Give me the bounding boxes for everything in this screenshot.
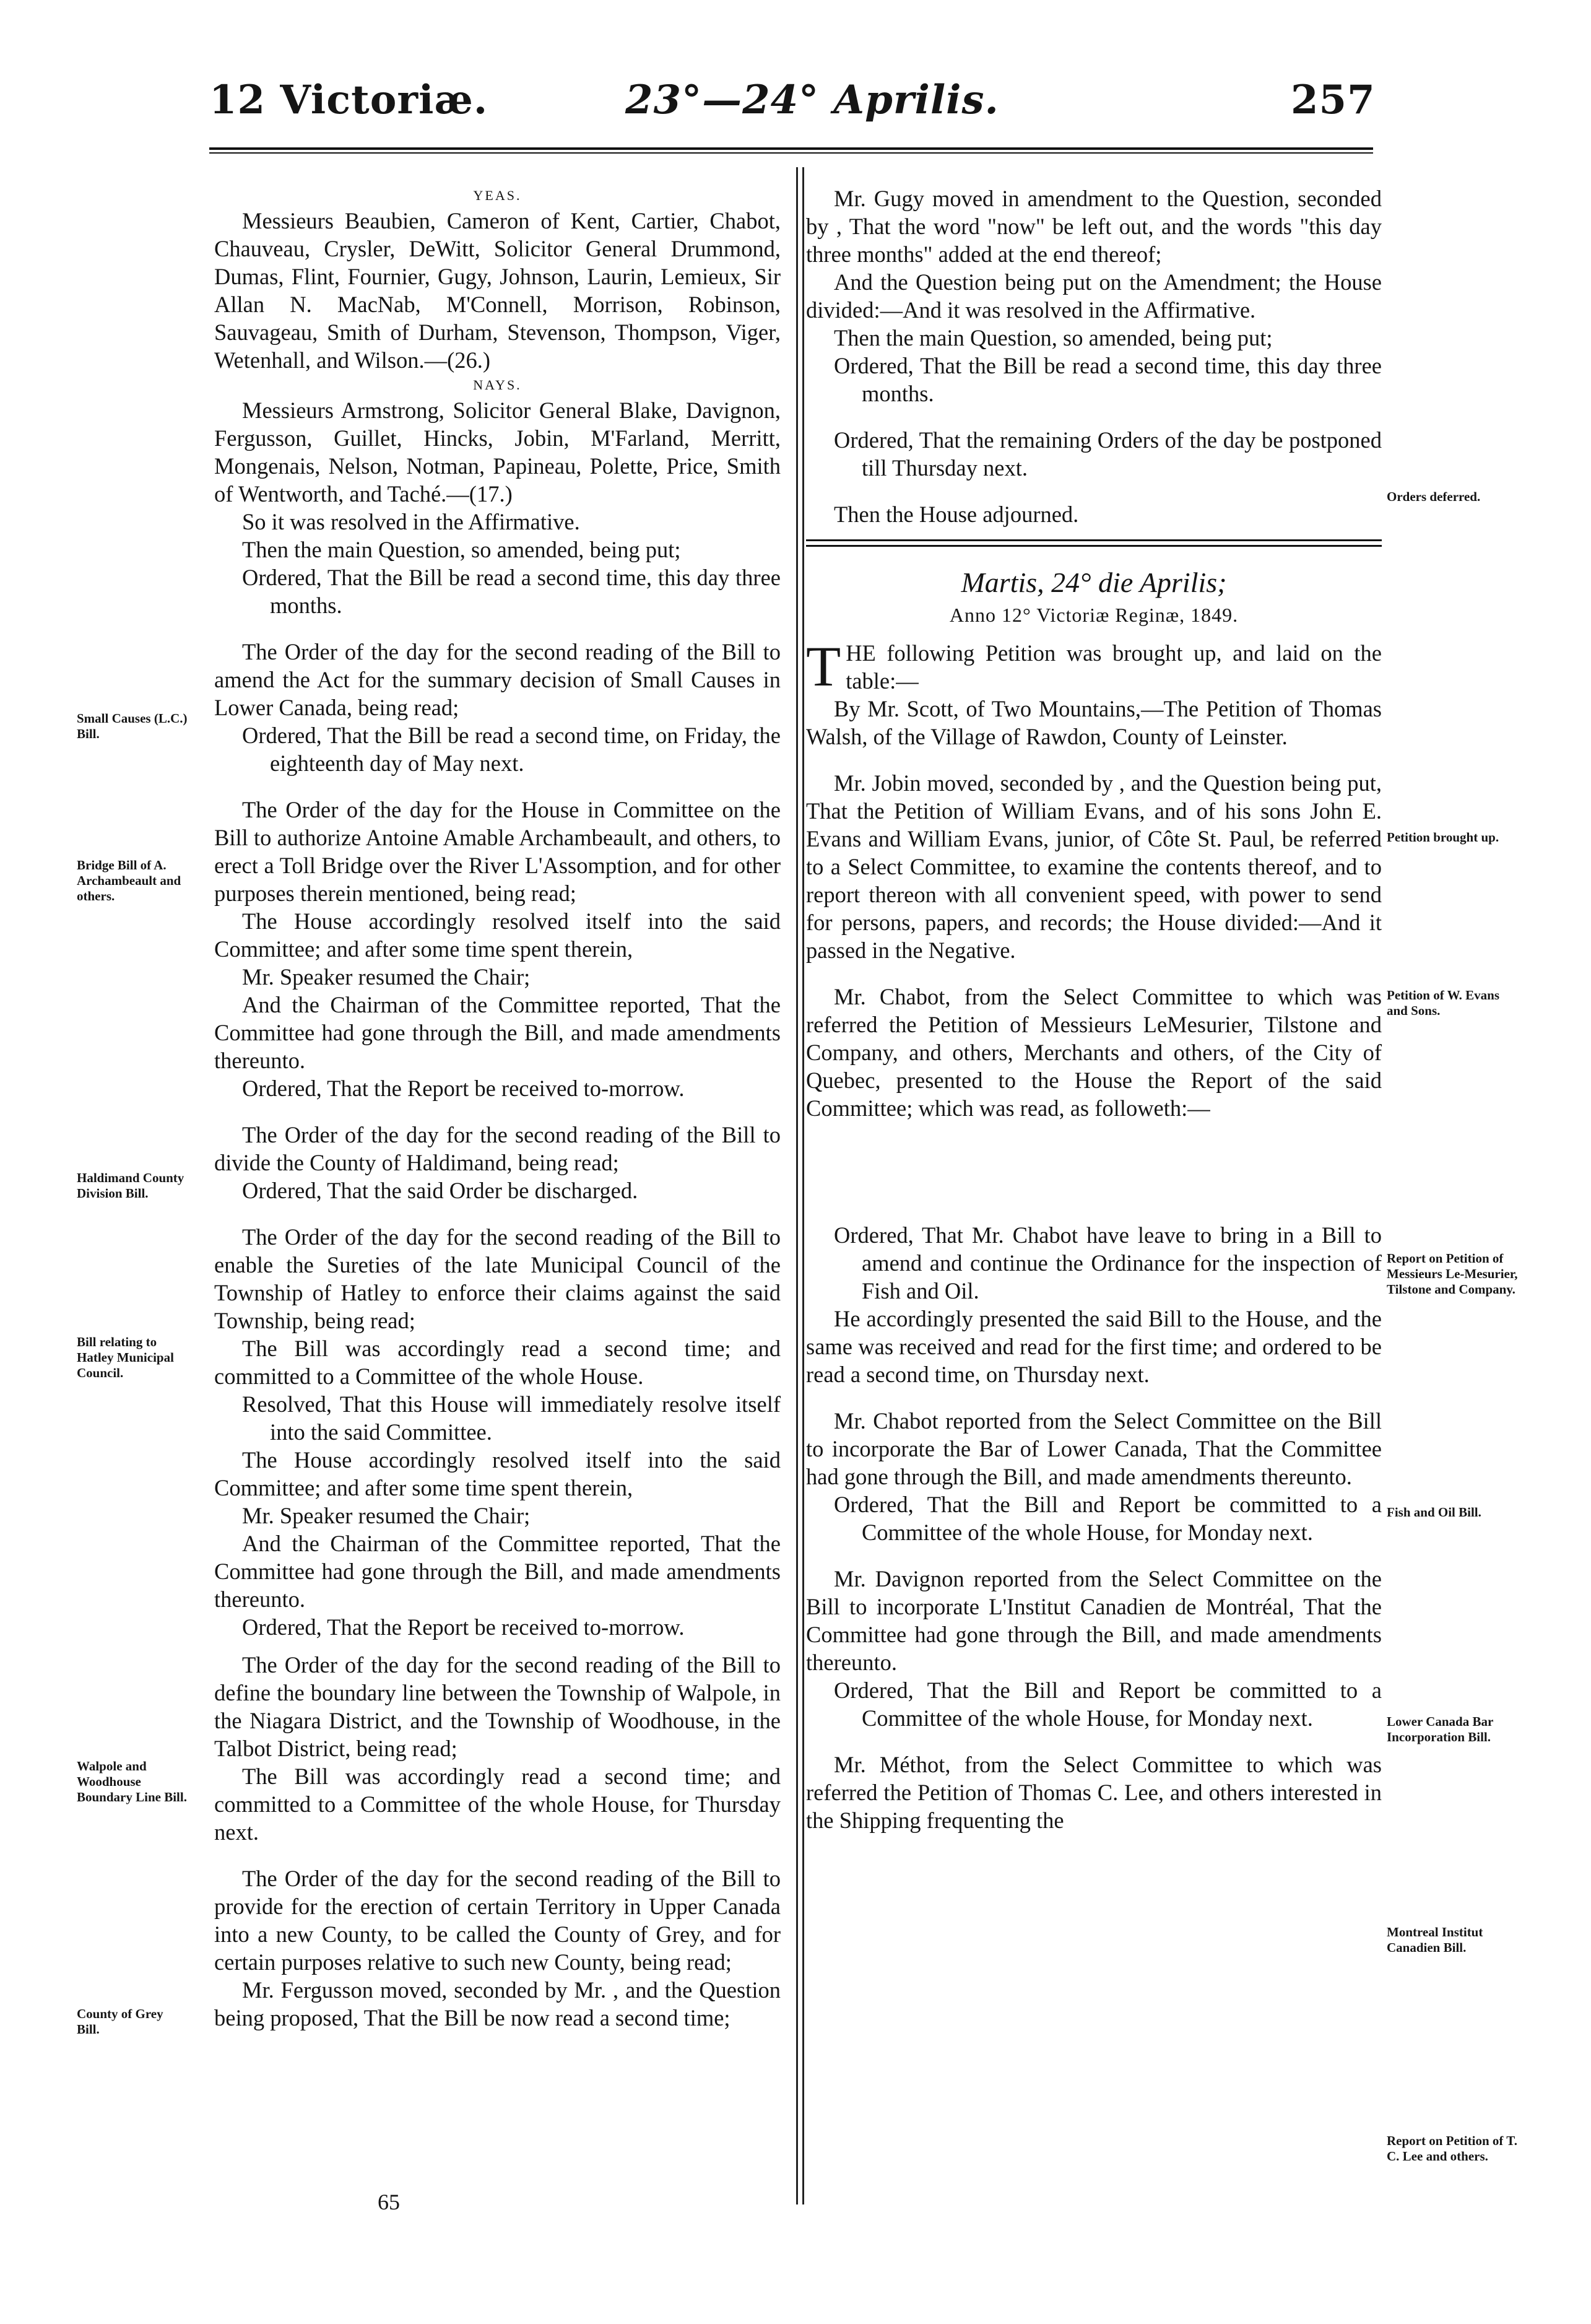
margin-note-montreal-institut: Montreal Institut Canadien Bill. xyxy=(1387,1925,1483,1955)
bar-bill-ordered: Ordered, That the Bill and Report be committed to a Committee of the whole House, for Monday next. xyxy=(834,1492,1382,1545)
header-rule-thin xyxy=(209,152,1373,154)
paragraph: Then the main Question, so amended, being put; xyxy=(242,537,681,562)
running-head-date: 23°—24° Aprilis. xyxy=(625,77,999,123)
house-adjourned: Then the House adjourned. xyxy=(834,502,1079,527)
left-column xyxy=(214,185,781,2032)
running-head-left: 12 Victoriæ. xyxy=(209,77,488,123)
margin-note-small-causes: Small Causes (L.C.) Bill. xyxy=(77,711,188,741)
nays-list: Messieurs Armstrong, Solicitor General Blake, Davignon, Fergusson, Guillet, Hincks, Jobin, M'Farland, Merritt, Mongenais, Nelson, Notman, Papineau, Polette, Price, Smith of Wentworth, and Taché.—(17.) xyxy=(214,398,781,507)
institut-report: Mr. Davignon reported from the Select Committee on the Bill to incorporate L'Institut Canadien de Montréal, That the Committee had gone through the Bill, and made amendments thereunto. xyxy=(806,1566,1382,1675)
margin-note-orders-deferred: Orders deferred. xyxy=(1387,489,1481,504)
margin-note-lower-canada-bar: Lower Canada Bar Incorporation Bill. xyxy=(1387,1714,1493,1744)
yeas-heading: YEAS. xyxy=(473,188,522,203)
margin-note-haldimand: Haldimand County Division Bill. xyxy=(77,1170,184,1201)
paragraph: So it was resolved in the Affirmative. xyxy=(242,509,580,534)
bridge-bill-order: The Order of the day for the House in Committee on the Bill to authorize Antoine Amable Archambeault, and others, to erect a Toll Bridge over the River L'Assomption, and for other purposes therein mentioned, being read; xyxy=(214,797,781,906)
gugy-amendment: Mr. Gugy moved in amendment to the Question, seconded by , That the word "now" be left out, and the words "this day three months" added at the end thereof; xyxy=(806,186,1382,267)
grey-motion: Mr. Fergusson moved, seconded by Mr. , and the Question being proposed, That the Bill be now read a second time; xyxy=(214,1977,781,2030)
bar-bill-report: Mr. Chabot reported from the Select Committee on the Bill to incorporate the Bar of Lower Canada, That the Committee had gone through the Bill, and made amendments thereunto. xyxy=(806,1408,1382,1489)
institut-ordered: Ordered, That the Bill and Report be committed to a Committee of the whole House, for Monday next. xyxy=(834,1678,1382,1731)
right-column xyxy=(806,185,1382,1834)
margin-note-report-lee: Report on Petition of T. C. Lee and others. xyxy=(1387,2133,1517,2164)
column-divider xyxy=(796,167,798,2204)
scott-petition: By Mr. Scott, of Two Mountains,—The Petition of Thomas Walsh, of the Village of Rawdon, County of Leinster. xyxy=(806,696,1382,749)
margin-note-walpole: Walpole and Woodhouse Boundary Line Bill. xyxy=(77,1759,187,1804)
small-causes-order: The Order of the day for the second reading of the Bill to amend the Act for the summary decision of Small Causes in Lower Canada, being read; xyxy=(214,639,781,720)
orders-postponed: Ordered, That the remaining Orders of the day be postponed till Thursday next. xyxy=(834,427,1382,481)
bridge-bill-ordered: Ordered, That the Report be received to-morrow. xyxy=(242,1076,685,1101)
haldimand-ordered: Ordered, That the said Order be discharged. xyxy=(242,1178,638,1203)
margin-note-petition-evans: Petition of W. Evans and Sons. xyxy=(1387,988,1500,1018)
session-date-title: Martis, 24° die Aprilis; xyxy=(961,567,1227,598)
fish-oil-leave: Ordered, That Mr. Chabot have leave to bring in a Bill to amend and continue the Ordinance for the inspection of Fish and Oil. xyxy=(834,1222,1382,1303)
bridge-bill-report: And the Chairman of the Committee reported, That the Committee had gone through the Bill, and made amendments thereunto. xyxy=(214,992,781,1073)
margin-note-bridge-bill: Bridge Bill of A. Archambeault and others. xyxy=(77,858,181,903)
nays-heading: NAYS. xyxy=(473,377,522,393)
page-number-top: 257 xyxy=(1291,77,1376,123)
margin-note-fish-oil: Fish and Oil Bill. xyxy=(1387,1505,1481,1520)
fish-oil-presented: He accordingly presented the said Bill to the House, and the same was received and read for the first time; and ordered to be read a second time, on Thursday next. xyxy=(806,1306,1382,1387)
jobin-motion: Mr. Jobin moved, seconded by , and the Question being put, That the Petition of William Evans, and of his sons John E. Evans and William Evans, junior, of Côte St. Paul, be referred to a Select Committee, to examine the contents thereof, and to report thereon with all convenient speed, with power to send for persons, papers, and records; the House divided:—And it passed in the Negative. xyxy=(806,770,1382,963)
hatley-ordered: Ordered, That the Report be received to-morrow. xyxy=(242,1614,685,1640)
section-rule xyxy=(806,539,1382,547)
chabot-report: Mr. Chabot, from the Select Committee to which was referred the Petition of Messieurs LeMesurier, Tilstone and Company, and others, Merchants and others, of the City of Quebec, presented to the House the Report of the said Committee; which was read, as followeth:— xyxy=(806,984,1382,1121)
hatley-report: And the Chairman of the Committee reported, That the Committee had gone through the Bill, and made amendments thereunto. xyxy=(214,1531,781,1612)
walpole-order: The Order of the day for the second reading of the Bill to define the boundary line between the Township of Walpole, in the Niagara District, and the Township of Woodhouse, in the Talbot District, being read; xyxy=(214,1652,781,1761)
session-year: Anno 12° Victoriæ Reginæ, 1849. xyxy=(949,604,1239,626)
petition-brought-up: THE following Petition was brought up, and laid on the table:— xyxy=(806,635,1382,698)
main-question: Then the main Question, so amended, being put; xyxy=(834,325,1273,350)
drop-cap: T xyxy=(806,635,841,698)
margin-note-petition-brought: Petition brought up. xyxy=(1387,830,1499,845)
column-divider-second xyxy=(802,167,804,2204)
methot-report: Mr. Méthot, from the Select Committee to which was referred the Petition of Thomas C. Lee, and others interested in the Shipping frequenting the xyxy=(806,1752,1382,1833)
bridge-bill-committee: The House accordingly resolved itself into the said Committee; and after some time spent therein, xyxy=(214,908,781,962)
order-paragraph: Ordered, That the Bill be read a second time, this day three months. xyxy=(242,565,781,618)
signature-number: 65 xyxy=(378,2190,400,2214)
ordered-second-reading: Ordered, That the Bill be read a second time, this day three months. xyxy=(834,353,1382,406)
amendment-division: And the Question being put on the Amendment; the House divided:—And it was resolved in the Affirmative. xyxy=(806,269,1382,323)
margin-note-grey: County of Grey Bill. xyxy=(77,2006,163,2037)
grey-order: The Order of the day for the second reading of the Bill to provide for the erection of certain Territory in Upper Canada into a new County, to be called the County of Grey, and for certain purposes relative to such new County, being read; xyxy=(214,1866,781,1975)
hatley-speaker: Mr. Speaker resumed the Chair; xyxy=(242,1503,531,1528)
header-rule xyxy=(209,147,1373,150)
hatley-order: The Order of the day for the second reading of the Bill to enable the Sureties of the late Municipal Council of the Township of Hatley to enforce their claims against the said Township, being read; xyxy=(214,1224,781,1333)
margin-note-report-lemesurier: Report on Petition of Messieurs Le-Mesurier, Tilstone and Company. xyxy=(1387,1251,1518,1297)
bridge-bill-speaker: Mr. Speaker resumed the Chair; xyxy=(242,964,531,990)
hatley-resolved: Resolved, That this House will immediately resolve itself into the said Committee. xyxy=(242,1391,781,1445)
hatley-second-reading: The Bill was accordingly read a second time; and committed to a Committee of the whole House. xyxy=(214,1336,781,1389)
haldimand-order: The Order of the day for the second reading of the Bill to divide the County of Haldimand, being read; xyxy=(214,1122,781,1175)
margin-note-hatley: Bill relating to Hatley Municipal Council. xyxy=(77,1334,174,1380)
yeas-list: Messieurs Beaubien, Cameron of Kent, Cartier, Chabot, Chauveau, Crysler, DeWitt, Solicitor General Drummond, Dumas, Flint, Fournier, Gugy, Johnson, Laurin, Lemieux, Sir Allan N. MacNab, M'Connell, Morrison, Robinson, Sauvageau, Smith of Durham, Stevenson, Thompson, Viger, Wetenhall, and Wilson.—(26.) xyxy=(214,208,781,373)
hatley-committee: The House accordingly resolved itself into the said Committee; and after some time spent therein, xyxy=(214,1447,781,1500)
small-causes-ordered: Ordered, That the Bill be read a second time, on Friday, the eighteenth day of May next. xyxy=(242,723,781,776)
walpole-second-reading: The Bill was accordingly read a second time; and committed to a Committee of the whole House, for Thursday next. xyxy=(214,1764,781,1845)
